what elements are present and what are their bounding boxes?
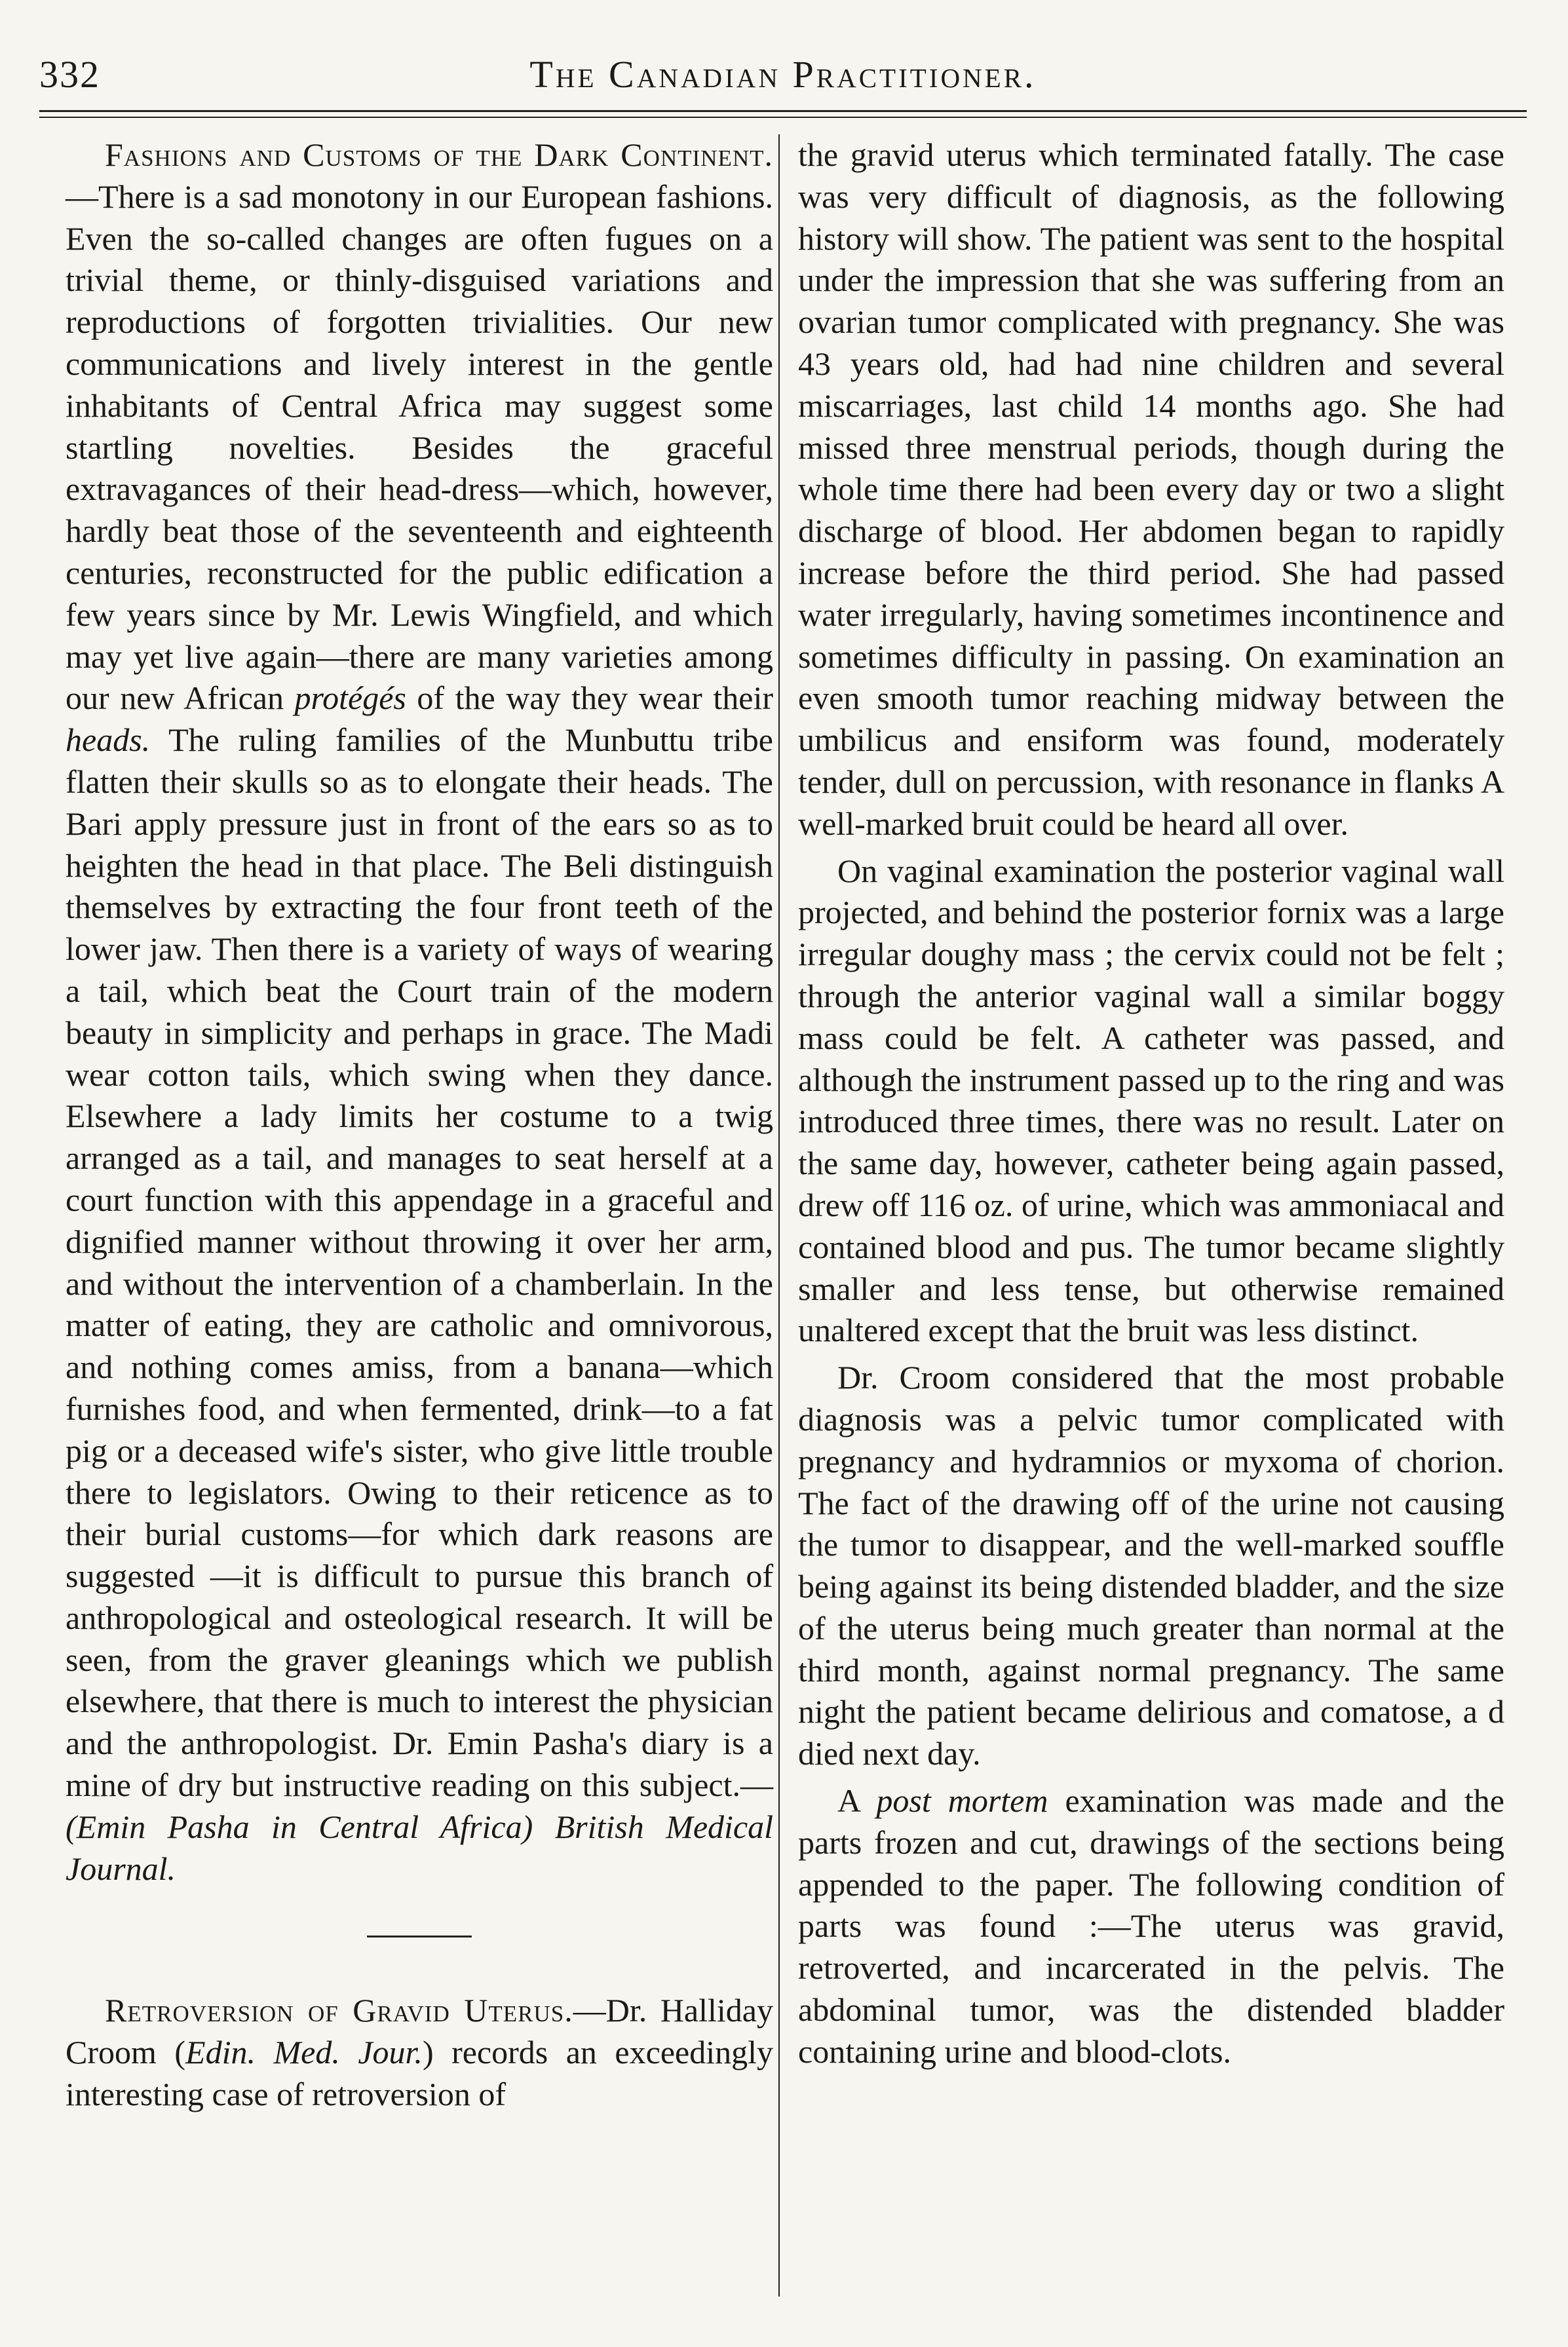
header-rule [39,110,1527,112]
article-source: (Emin Pasha in Central Africa) British Medical Journal. [66,1808,773,1887]
running-title: The Canadian Practitioner. [529,53,1037,96]
italic-term: protégés [294,679,406,717]
paragraph-text: examination was made and the parts frozen and cut, drawings of the sections being appended to the paper. The following condition of parts was found :—The uterus was gravid, retroverted, and incarcerated in the pelvis. The abdominal tumor, was the distended bladder containing urine and blood-clots. [798,1782,1504,2070]
article-body: —There is a sad monotony in our European fashions. Even the so-called changes are often fugues on a trivial theme, or thinly-disguised variations and reproductions of forgotten trivialities. Our new communications and lively interest in the gentle inhabitants of Central Africa may suggest some startling novelties. Besides the graceful extravagances of their head-dress—which, however, hardly beat those of the seventeenth and eighteenth centuries, reconstructed for the public edification a few years since by Mr. Lewis Wingfield, and which may yet live again—there are many varieties among our new African [66,178,773,717]
page-header [39,39,1527,118]
paragraph: the gravid uterus which terminated fatally. The case was very difficult of diagnosis, as the following history will show. The patient was sent to the hospital under the impression that she was suffering from an ovarian tumor complicated with pregnancy. She was 43 years old, had had nine children and several miscarriages, last child 14 months ago. She had missed three menstrual periods, though during the whole time there had been every day or two a slight discharge of blood. Her abdomen began to rapidly increase before the third period. She had passed water irregularly, having sometimes incontinence and sometimes difficulty in passing. On examination an even smooth tumor reaching midway between the umbilicus and ensiform was found, moderately tender, dull on percussion, with resonance in flanks A well-marked bruit could be heard all over. [798,136,1504,842]
article-body-continued: ) records an exceedingly interesting case of retroversion of [66,2034,773,2113]
article-body-continued: of the way they wear their [406,679,773,717]
left-column [66,134,773,2116]
italic-term: post mortem [876,1782,1048,1820]
paragraph: On vaginal examination the posterior vaginal wall projected, and behind the posterior fornix was a large irregular doughy mass ; the cervix could not be felt ; through the anterior vaginal wall a similar boggy mass could be felt. A catheter was passed, and although the instrument passed up to the ring and was introduced three times, there was no result. Later on the same day, however, catheter being again passed, drew off 116 oz. of urine, which was ammoniacal and contained blood and pus. The tumor became slightly smaller and less tense, but otherwise remained unaltered except that the bruit was less distinct. [798,852,1504,1349]
paragraph: Dr. Croom considered that the most probable diagnosis was a pelvic tumor complicated with pregnancy and hydramnios or myxoma of chorion. The fact of the drawing off of the urine not causing the tumor to disappear, and the well-marked souffle being against its being distended bladder, and the size of the uterus being much greater than normal at the third month, against normal pregnancy. The same night the patient became delirious and comatose, a d died next day. [798,1359,1504,1772]
header-rule-secondary [39,117,1527,118]
section-separator [367,1936,472,1937]
page-number: 332 [39,53,100,96]
column-divider [778,134,780,2297]
article-title: Fashions and Customs of the Dark Continent. [105,136,773,173]
right-column [798,134,1504,2073]
italic-term: heads. [66,721,151,759]
article-body-continued: The ruling families of the Munbuttu tribe flatten their skulls so as to elongate their heads. The Bari apply pressure just in front of the ears so as to heighten the head in that place. The Beli distinguish themselves by extracting the four front teeth of the lower jaw. Then there is a variety of ways of wearing a tail, which beat the Court train of the modern beauty in simplicity and perhaps in grace. The Madi wear cotton tails, which swing when they dance. Elsewhere a lady limits her costume to a twig arranged as a tail, and manages to seat herself at a court function with this appendage in a graceful and dignified manner without throwing it over her arm, and without the intervention of a chamberlain. In the matter of eating, they are catholic and omnivorous, and nothing comes amiss, from a banana—which furnishes food, and when fermented, drink—to a fat pig or a deceased wife's sister, who give little trouble there to legislators. Owing to their reticence as to their burial customs—for which dark reasons are suggested —it is difficult to pursue this branch of anthropological and osteological research. It will be seen, from the graver gleanings which we publish elsewhere, that there is much to interest the physician and the anthropologist. Dr. Emin Pasha's diary is a mine of dry but instructive reading on this subject.— [66,721,773,1804]
paragraph [798,1780,1504,2073]
article-retroversion [66,1990,773,2115]
article-body: —Dr. Halliday Croom ( [66,1992,773,2071]
journal-citation: Edin. Med. Jour. [185,2034,423,2071]
article-fashions [66,134,773,1890]
paragraph-text: A [837,1782,877,1820]
article-title: Retroversion of Gravid Uterus. [105,1992,573,2029]
